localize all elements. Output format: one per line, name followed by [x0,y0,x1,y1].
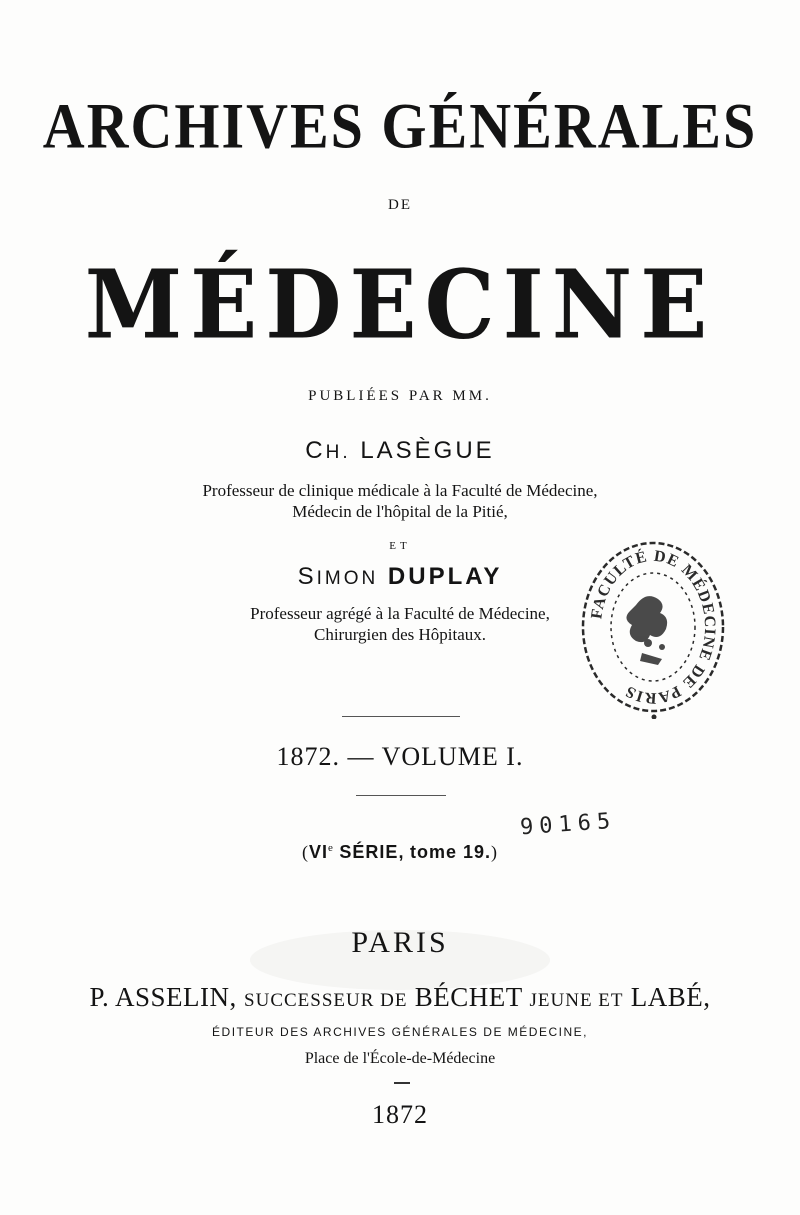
volume-label: 1872. — VOLUME I. [276,742,524,771]
publisher-name: P. ASSELIN, [89,982,237,1012]
imprint-city: PARIS [351,926,449,959]
publisher-address: Place de l'École-de-Médecine [304,1050,496,1067]
journal-subject: MÉDECINE [84,248,716,361]
editor-line: ÉDITEUR DES ARCHIVES GÉNÉRALES DE MÉDECINE, [212,1025,588,1039]
tome-number: tome 19. [409,842,491,862]
editor-affiliation: Chirurgien des Hôpitaux. [313,625,487,644]
divider-dash [394,1082,410,1084]
publisher-line [0,982,800,1013]
title-connector: DE [388,197,412,213]
editor-affiliation: Médecin de l'hôpital de la Pitié, [292,502,508,521]
publisher-connector: SUCCESSEUR DE [244,990,408,1011]
editor-given-initial: S [297,563,317,590]
editors-intro: PUBLIÉES PAR MM. [308,388,492,404]
editor-affiliation: Professeur de clinique médicale à la Faculté de Médecine, [202,481,598,500]
publisher-name: BÉCHET [414,982,523,1012]
series-sup: e [328,842,334,854]
stamp-emblem-icon [626,596,667,665]
divider-rule [356,795,446,796]
editor-given-small: IMON [316,568,379,589]
journal-title: ARCHIVES GÉNÉRALES [42,89,758,162]
series-word: SÉRIE, [339,842,405,862]
editor-surname: DUPLAY [387,563,503,590]
stamp-dot [652,715,657,720]
shelfmark-number: 90165 [519,808,617,841]
library-stamp [576,535,730,719]
publication-year: 1872 [372,1100,428,1129]
editor-initial-small: H. [325,442,351,463]
stamp-legend: FACULTÉ DE MÉDECINE DE PARIS [588,547,719,707]
editor-surname: LASÈGUE [360,437,495,464]
series-info: (VIe SÉRIE, tome 19.) [302,842,498,862]
series-roman: VI [309,842,329,862]
publisher-name: LABÉ, [630,982,711,1012]
editor-affiliation: Professeur agrégé à la Faculté de Médecine, [250,604,550,623]
divider-rule [342,716,460,717]
publisher-connector: JEUNE ET [529,990,624,1011]
conjunction: ET [389,540,411,552]
editor-initial: C [305,437,326,464]
editor-lasegue [0,437,800,465]
